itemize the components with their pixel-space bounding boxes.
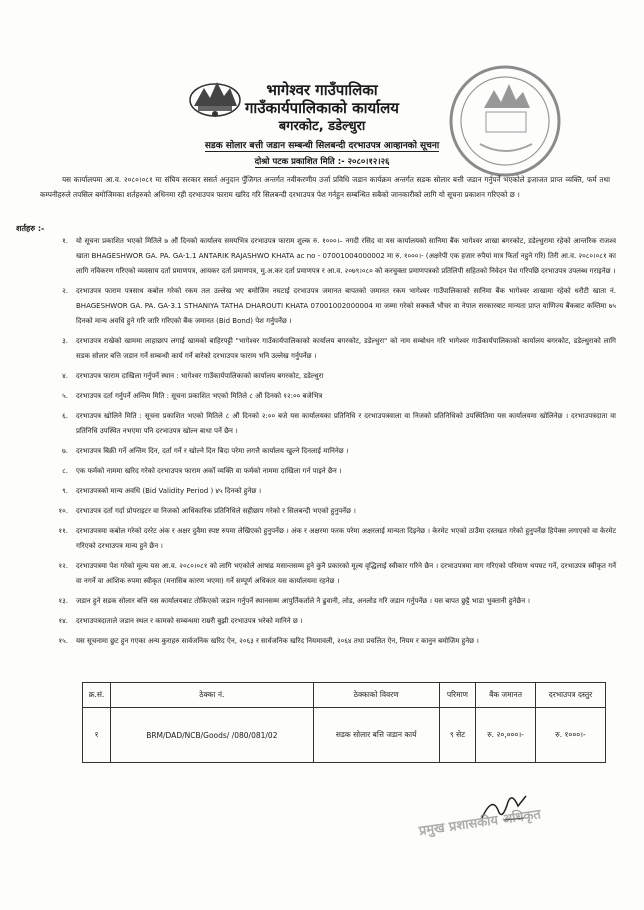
office-address: बगरकोट, डडेल्धुरा [278, 119, 366, 134]
condition-item: १०. दरभाउपत्र दर्ता गर्दा प्रोपराइटर वा निजको आधिकारिक प्रतिनिधिले सहीछाप गरेको र सिलबन्दी भएको हुनुपर्नेछ । [58, 507, 356, 515]
table-header: बैंक जमानत [476, 683, 536, 708]
office-name: गाउँकार्यपालिकाको कार्यालय [244, 99, 399, 117]
table-cell: रु. १०००।- [535, 708, 605, 763]
intro-paragraph: यस कार्यालयमा आ.व. २०८०।०८१ मा संघिय सरकार ससर्त अनुदान पुँजिगत अन्तर्गत नवीकरणीय उर्जा प्रविधि जडान कार्यक्रम अन्तर्गत सडक सोलार बत्ती जडान गर्नुपर्ने भएकोले इजाजत प्राप्त व्यक्ति, फर्म तथा कम्पनीहरुले तपसिल बमोजिमका शर्तहरुको अधिनमा रही दरभाउपत्र फाराम खरिद गरि सिलबन्दी दरभाउपत्र पेश गर्नहुन सम्बन्धित सबैको जानकारीको लागि यो सूचना प्रकाशन गरिएको छ । [40, 175, 610, 199]
table-cell: रु. २०,०००।- [476, 708, 536, 763]
contract-table [82, 682, 606, 763]
condition-item: १२. दरभाउपत्रमा पेश गरेको मूल्य यस आ.व. २०८०।०८१ को लागि भएकोले आषाढ मसान्तसम्म हुने कुनै प्रकारको मूल्य वृद्धिलाई स्वीकार गरिने छैन । दरभाउपत्रमा माग गरिएको परिमाण थपघट गर्ने, दरभाउपत्र स्वीकृत गर्ने वा नगर्ने वा आंशिक रुपमा स्वीकृत (मनासिब कारण भएमा) गर्ने सम्पूर्ण अधिकार यस कार्यालयमा रहनेछ । [58, 562, 616, 585]
publish-date: दोश्रो पटक प्रकाशित मिति :- २०८०।१२।२६ [254, 157, 390, 167]
condition-item: ४. दरभाउपत्र फाराम दाखिला गर्नुपर्ने स्थान : भागेश्वर गाउँकार्यपालिकाको कार्यालय बगरकोट, डडेल्धुरा [62, 372, 324, 380]
condition-item: २. दरभाउपत्र फाराम पत्रसाथ कबोल गरेको रकम तल उल्लेख भए बमोजिम नघटाई दरभाउपत्र जमानत बापतको जमानत रकम भागेश्वर गाउँपालिकाको सानिमा बैंक भागेश्वर शाखामा रहेको धरौटी खाता नं. BHAGESHWOR GA. PA. GA-3.1 STHANIYA TATHA DHAROUTI KHATA 07001002000004 मा जम्मा गरेको सक्कलै भौचर वा नेपाल सरकारबाट मान्यता प्राप्त वाणिज्य बैंकबाट कम्तिमा ७५ दिनको मान्य अवधि हुने गरि जारि गरिएको बैंक जमानत (Bid Bond) पेश गर्नुपर्नेछ । [62, 287, 616, 325]
condition-item: ६. दरभाउपत्र खोलिने मिति : सूचना प्रकाशित भएको मितिले ८ औं दिनको २:०० बजे यस कार्यालयका प्रतिनिधि र दरभाउपत्रवाला वा निजको प्रतिनिधिको उपस्थितिमा यस कार्यालयमा खोलिनेछ । दरभाउपत्रदाता वा प्रतिनिधि उपस्थित नभएमा पनि दरभाउपत्र खोल्न बाधा पर्ने छैन । [62, 412, 616, 435]
table-cell: १ [83, 708, 111, 763]
table-cell: सडक सोलार बत्ति जडान कार्य [313, 708, 439, 763]
table-header-row [83, 683, 606, 708]
table-header: ठेक्काको विवरण [313, 683, 439, 708]
table-header: दरभाउपत्र दस्तुर [535, 683, 605, 708]
condition-item: १. यो सूचना प्रकाशित भएको मितिले ७ औं दिनको कार्यालय समयभित्र दरभाउपत्र फाराम शुल्क रु. १०००।– नगदी रसिद वा यस कार्यालयको सानिमा बैंक भागेश्वर शाखा बगरकोट, डडेल्धुरामा रहेको आन्तरिक राजश्व खाता BHAGESHWOR GA. PA. GA-1.1 ANTARIK RAJASHWO KHATA ac no - 07001004000002 मा रु. १०००।- (अक्षरेपी एक हजार रुपैयां मात्र फिर्ता नहुने गरि) तिरी आ.व. २०८०।०८१ का लागि नविकरण गरिएको व्यवसाय दर्ता प्रमाणपत्र, आयकर दर्ता प्रमाणपत्र, मु.अ.कर दर्ता प्रमाणपत्र र आ.व. २०७९।०८० को करचुक्ता प्रमाणपत्रको प्रतिलिपी सहितको निवेदन पेश गरिपछि दरभाउपत्र उपलब्ध गराइनेछ । [62, 237, 616, 275]
condition-item: ७. दरभाउपत्र बिक्री गर्ने अन्तिम दिन, दर्ता गर्ने र खोल्ने दिन बिदा परेमा लगत्तै कार्यालय खुल्ने दिनलाई मानिनेछ । [62, 447, 349, 455]
condition-item: ९. दरभाउपत्रको मान्य अवधि (Bid Validity Period ) ४५ दिनको हुनेछ । [62, 487, 262, 495]
table-header: क्र.सं. [83, 683, 111, 708]
table-cell: ९ सेट [439, 708, 475, 763]
condition-item: ११. दरभाउपत्रमा कबोल गरेको दररेट अंक र अक्षर दुवैमा स्पष्ट रुपमा लेखिएको हुनुपर्नेछ । अंक र अक्षरमा फरक परेमा अक्षरलाई मान्यता दिइनेछ । केरमेट भएको ठाउँमा दस्तखत गरेको हुनुपर्नेछ हिपेक्स लगाएको वा केरमेट गरिएको दरभाउपत्र मान्य हुने छैन । [58, 527, 616, 550]
condition-item: १४. दरभाउपत्रदाताले जडान स्थल र कामको सम्बन्धमा राम्ररी बुझी दरभाउपत्र भरेको मानिने छ । [58, 617, 303, 625]
table-cell: BRM/DAD/NCB/Goods/ /080/081/02 [111, 708, 314, 763]
conditions-list [36, 234, 616, 654]
condition-item: ८. एक फर्मको नाममा खरिद गरेको दरभाउपत्र फाराम अर्को व्यक्ति वा फर्मको नाममा दाखिला गर्न पाइने छैन । [62, 467, 342, 475]
condition-item: ५. दरभाउपत्र दर्ता गर्नुपर्ने अन्तिम मिति : सूचना प्रकाशित भएको मितिले ८ औं दिनको १२:०० बजेभित्र [62, 392, 323, 400]
condition-item: १५. यस सूचनामा छुट हुन गएका अन्य कुराहरु सार्वजनिक खरिद ऐन, २०६३ र सार्वजनिक खरिद नियमावली, २०६४ तथा प्रचलित ऐन, नियम र कानुन बमोजिम हुनेछ । [58, 637, 479, 645]
conditions-label: शर्तहरु :- [16, 224, 45, 233]
table-row [83, 708, 606, 763]
condition-item: ३. दरभाउपत्र राखेको खाममा लाहाछाप लगाई खामको बाहिरपट्टी "भागेश्वर गाउँकार्यपालिकाको कार्यालय बगरकोट, डडेल्धुरा" को नाम सम्बोधन गरि भागेश्वर गाउँकार्यपालिकाको कार्यालय बगरकोट, डडेल्धुराको लागि सडक सोलार बत्ति जडान गर्ने सम्बन्धी कार्य गर्ने बारेको दरभाउपत्र फाराम भनि उल्लेख गर्नुपर्नेछ । [62, 337, 616, 360]
table-header: परिमाण [439, 683, 475, 708]
municipality-name: भागेश्वर गाउँपालिका [266, 81, 378, 99]
officer-stamp: प्रमुख प्रशासकीय अधिकृत [418, 807, 542, 840]
table-header: ठेक्का नं. [111, 683, 314, 708]
notice-title: सडक सोलार बत्ती जडान सम्बन्धी सिलबन्दी दरभाउपत्र आव्हानको सूचना [204, 141, 440, 151]
condition-item: १३. जडान हुने सडक सोलार बत्ति यस कार्यालयबाट तोकिएको जडान गर्नुपर्ने स्थानसम्म आपुर्तिकर्ताले नै ढुवानी, लोड, अनलोड गरि जडान गर्नुपर्नेछ । यस बापत छुट्टै भाडा भुक्तानी हुनेछैन । [58, 597, 530, 605]
